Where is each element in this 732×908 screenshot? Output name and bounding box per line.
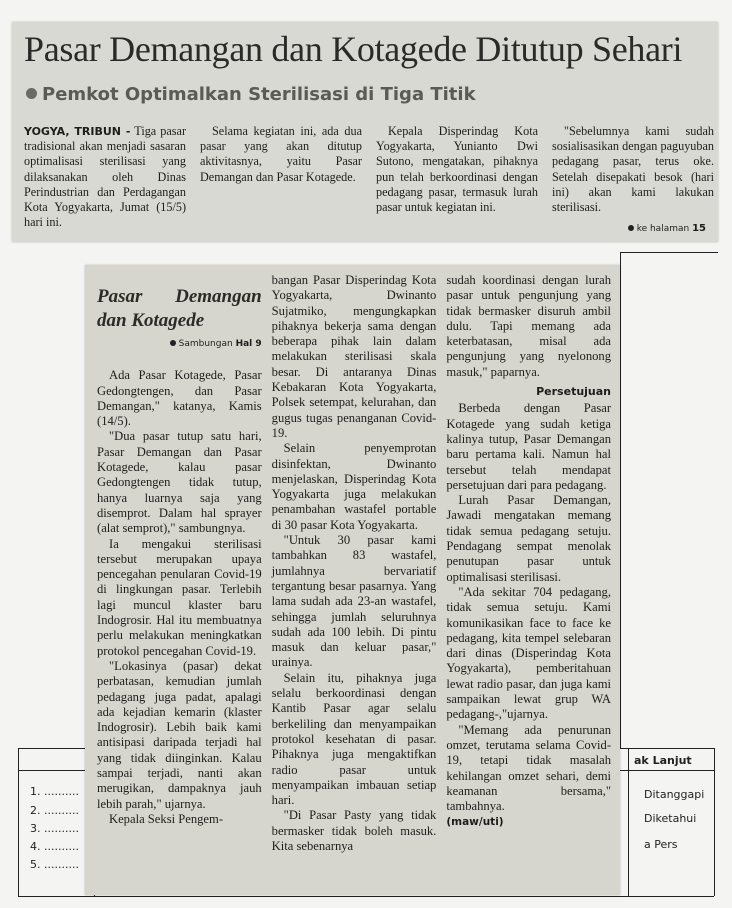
- cont-paragraph: sudah koordinasi dengan lurah pasar untuk pengunjung yang tidak bermasker disuruh ambil dulu. Tapi memang ada keterbatasan, misal ada pengunjung yang nyelonong masuk," paparnya.: [446, 273, 612, 379]
- article-col-3: [376, 124, 538, 230]
- form-line-col2: [628, 748, 629, 896]
- subsection-heading: Persetujuan: [536, 385, 612, 399]
- cont-paragraph: "Memang ada penurunan omzet, terutama selama Covid-19, tetapi tidak masalah kehilangan omzet sehari, demi keamanan bersama," tambahnya.: [446, 722, 612, 814]
- bullet-icon: [26, 88, 37, 99]
- cont-paragraph: Selain itu, pihaknya juga selalu berkoordinasi dengan Kantib Pasar agar selalu berkeliling dan menyampaikan protokol kesehatan di pasar. Pihaknya juga mengaktifkan radio pasar untuk menyampaikan imbauan setiap hari.: [271, 670, 437, 808]
- article-col-1: [24, 124, 186, 230]
- sambungan-marker: Sambungan Hal 9: [97, 337, 262, 352]
- cont-paragraph: Kepala Seksi Pengem-: [109, 811, 224, 826]
- form-row-4: 4. ..........: [30, 840, 79, 853]
- cont-col-3: [446, 273, 611, 854]
- subhead: Pemkot Optimalkan Sterilisasi di Tiga Titik: [26, 84, 476, 105]
- clipping-continuation: [85, 265, 620, 895]
- cont-paragraph: "Dua pasar tutup satu hari, Pasar Demangan dan Pasar Kotagede, kalau pasar Gedongtengen tidak tutup, hanya luarnya saja yang disemprot. Dalam hal sprayer (alat semprot)," sambungnya.: [97, 429, 262, 536]
- form-row-3: 3. ..........: [30, 822, 79, 835]
- form-row-5: 5. ..........: [30, 858, 79, 871]
- form-right-item-2: Diketahui: [644, 812, 697, 825]
- headline: Pasar Demangan dan Kotagede Ditutup Sehari: [24, 29, 683, 69]
- article-p4: "Sebelumnya kami sudah sosialisasikan dengan paguyuban pedagang pasar, terus oke. Setelah disepakati besok (hari ini) akan kami lakukan sterilisasi.: [552, 124, 714, 215]
- frame-line-h: [620, 252, 718, 253]
- clipping-main: [12, 22, 718, 242]
- cont-col-2: [272, 273, 437, 854]
- cont-paragraph: "Di Pasar Pasty yang tidak bermasker tidak boleh masuk. Kita sebenarnya: [271, 808, 437, 853]
- cont-paragraph: "Untuk 30 pasar kami tambahkan 83 wastafel, jumlahnya bervariatif tergantung besar pasarnya. Yang lama sudah ada 23-an wastafel, sehingga jumlah seluruhnya sudah ada 100 lebih. Di pintu masuk dan keluar pasar," urainya.: [271, 533, 437, 670]
- form-header-right: ak Lanjut: [634, 754, 692, 767]
- cont-col-1: [97, 273, 262, 854]
- cont-paragraph: Ia mengakui sterilisasi tersebut merupakan upaya pencegahan penularan Covid-19 di lingkungan pasar. Terlebih lagi muncul klaster baru Indogrosir. Hal itu membuatnya perlu melakukan meningkatkan protokol pencegahan Covid-19.: [97, 536, 262, 658]
- bullet-icon: [170, 340, 176, 346]
- cont-paragraph: Ada Pasar Kotagede, Pasar Gedongtengen, dan Pasar Demangan," katanya, Kamis (14/5).: [97, 368, 262, 429]
- article-p2: Selama kegiatan ini, ada dua pasar yang akan ditutup aktivitasnya, yaitu Pasar Demangan dan Pasar Kotagede.: [200, 124, 362, 184]
- form-line-bottom: [18, 896, 714, 897]
- cont-paragraph: "Ada sekitar 704 pedagang, tidak semua setuju. Kami komunikasikan face to face ke pedagang, kita tempel selebaran dari dinas (Disperindag Kota Yogyakarta), pemberitahuan lewat radio pasar, dan juga kami sampaikan lewat grup WA pedagang-,"ujarnya.: [446, 584, 612, 722]
- article-col-2: [200, 124, 362, 230]
- cont-paragraph: Selain penyemprotan disinfektan, Dwinanto menjelaskan, Disperindag Kota Yogyakarta juga melakukan penambahan wastafel portable di 30 pasar Kota Yogyakarta.: [271, 441, 437, 532]
- form-line-right: [714, 748, 715, 896]
- continuation-columns: [97, 273, 611, 854]
- cont-paragraph: "Lokasinya (pasar) dekat perbatasan, kemudian jumlah pedagang juga padat, apalagi ada kejadian kemarin (klaster Indogrosir). Lebih baik kami antisipasi daripada terjadi hal yang tidak diinginkan. Kalau sampai terjadi, nanti akan merugikan, dampaknya jauh lebih parah," ujarnya.: [97, 658, 262, 811]
- continuation-title: Pasar Demangan dan Kotagede: [97, 286, 262, 331]
- form-row-1: 1. ..........: [30, 785, 79, 798]
- article-col-4: [552, 124, 714, 230]
- cont-paragraph: Lurah Pasar Demangan, Jawadi mengatakan memang tidak semua pedagang setuju. Pendagang sempat menolak penutupan pasar untuk optimalisasi sterilisasi.: [446, 493, 612, 584]
- continued-marker: ke halaman 15: [628, 223, 706, 234]
- article-p1: Tiga pasar tradisional akan menjadi sasaran optimalisasi sterilisasi yang dilaksanakan oleh Dinas Perindustrian dan Perdagangan Kota Yogyakarta, Jumat (15/5) hari ini.: [24, 124, 187, 230]
- signature: (maw/uti): [446, 816, 504, 829]
- form-right-item-3: a Pers: [644, 838, 678, 851]
- dateline: YOGYA, TRIBUN -: [24, 125, 131, 138]
- cont-paragraph: bangan Pasar Disperindag Kota Yogyakarta, Dwinanto Sujatmiko, mengungkapkan pihaknya bekerja sama dengan beberapa pihak lain dalam melakukan sterilisasi skala besar. Di antaranya Dinas Kebakaran Kota Yogyakarta, Polsek setempat, kelurahan, dan gugus tugas penanganan Covid-19.: [271, 273, 437, 440]
- frame-line-upper: [620, 252, 621, 748]
- cont-paragraph: Berbeda dengan Pasar Kotagede yang sudah ketiga kalinya tutup, Pasar Demangan baru pertama kali. Namun hal tersebut telah mendapat persetujuan dari para pedagang.: [446, 401, 612, 492]
- bullet-icon: [628, 225, 634, 231]
- form-right-item-1: Ditanggapi: [644, 788, 705, 801]
- article-columns: [24, 124, 714, 230]
- form-row-2: 2. ..........: [30, 804, 79, 817]
- article-p3: Kepala Disperindag Kota Yogyakarta, Yunianto Dwi Sutono, mengatakan, pihaknya pun telah berkoordinasi dengan pedagang pasar, termasuk lurah pasar untuk kegiatan ini.: [376, 124, 538, 215]
